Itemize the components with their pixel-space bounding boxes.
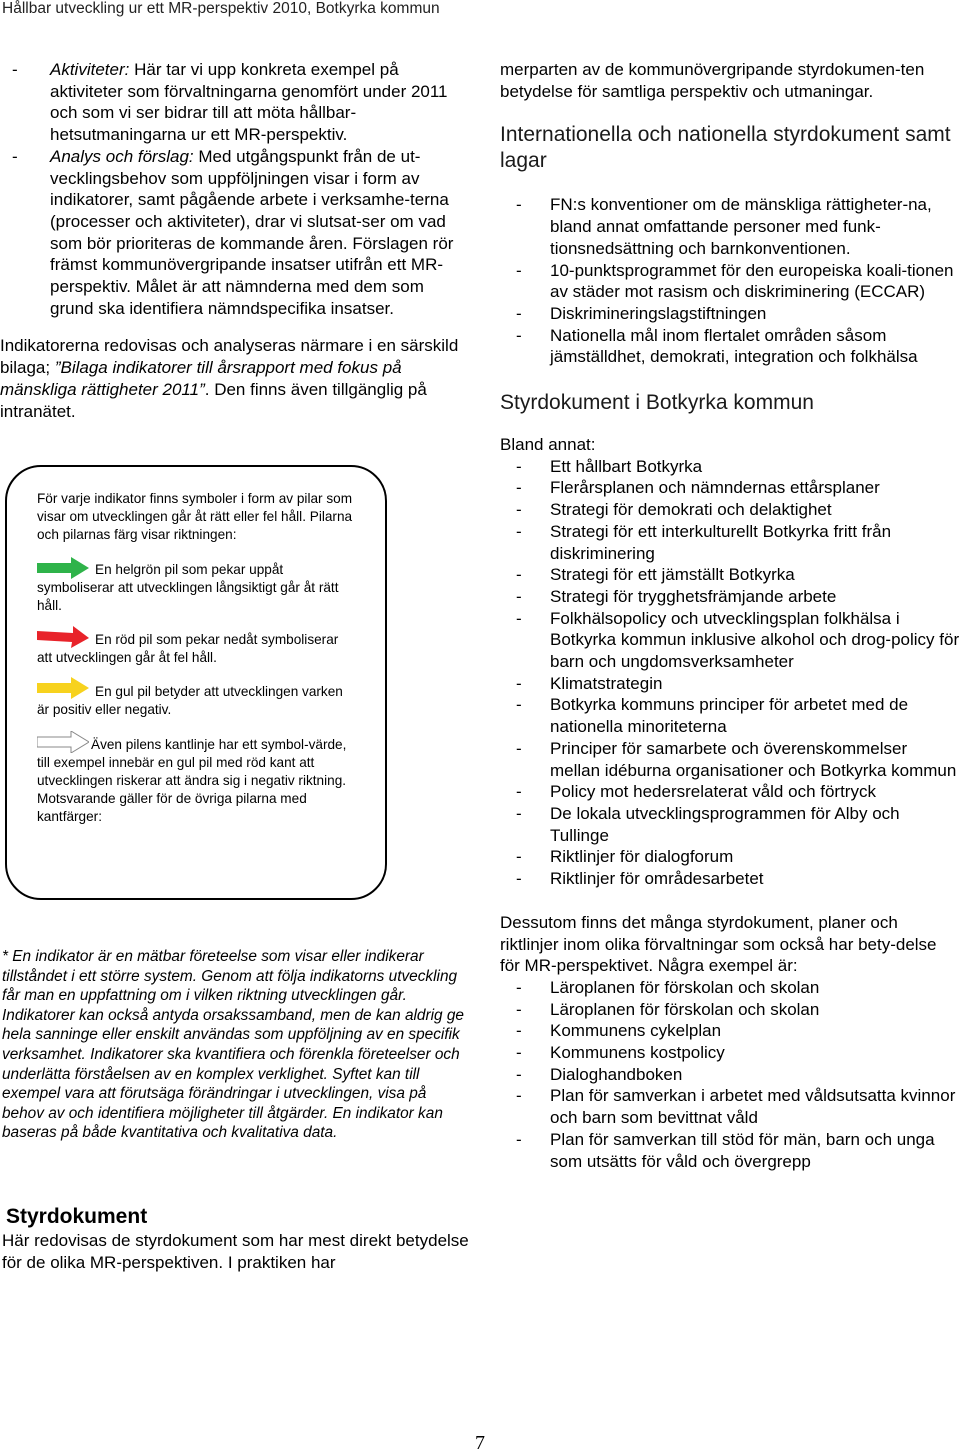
list-dash: - [516, 586, 522, 606]
list-item [500, 781, 960, 803]
list-item [500, 1064, 960, 1086]
list-dash: - [516, 195, 522, 215]
heading-international: Internationella och nationella styrdokument samt lagar [500, 123, 951, 173]
list-dash: - [516, 1043, 522, 1063]
list-item-text: Riktlinjer för dialogforum [550, 847, 734, 867]
list-item [500, 868, 960, 890]
list-dash: - [516, 1086, 522, 1106]
list-item-aktiviteter: - Aktiviteter: Här tar vi upp konkreta exempel på aktiviteter som förvaltningarna genomfört under 2011 och som vi ser bidrar till att möta hållbar-hetsutmaningarna ur ett MR-perspektiv. [12, 60, 448, 145]
list-item-text: Kommunens cykelplan [550, 1021, 722, 1041]
list-dash: - [516, 782, 522, 802]
list-item-text: Läroplanen för förskolan och skolan [550, 999, 820, 1019]
box-yellow-text: En gul pil betyder att utvecklingen varken är positiv eller negativ. [37, 684, 343, 717]
list-item-text: Strategi för trygghetsfrämjande arbete [550, 586, 837, 606]
list-item-text: Flerårsplanen och nämndernas ettårsplaner [550, 478, 880, 498]
list-dash: - [516, 1064, 522, 1084]
list-item-text: Principer för samarbete och överenskommelser mellan idéburna organisationer och Botkyrka kommun [550, 738, 957, 780]
list-item-analys: - Analys och förslag: Med utgångspunkt från de ut-vecklingsbehov som uppföljningen visar i form av indikatorer, samt pågående arbete i verksamhe-terna (processer och aktiviteter), drar vi slutsat-ser om vad som bör prioriteras de kommande åren. Förslagen rör främst kommunövergripande insatser utifrån ett MR-perspektiv. Målet är att nämnderna med dem som grund ska identifiera nämndspecifika insatser. [12, 146, 454, 318]
list-examples [500, 977, 960, 1172]
list-dash: - [516, 500, 522, 520]
box-red-text: En röd pil som pekar nedåt symboliserar att utvecklingen går åt fel håll. [37, 632, 339, 665]
dessutom-paragraph: Dessutom finns det många styrdokument, planer och riktlinjer inom olika förvaltningar som också har bety-delse för MR-perspektivet. Några exempel är: [500, 912, 937, 976]
list-item-text: Policy mot hedersrelaterat våld och förtryck [550, 782, 876, 802]
list-item-text: Ett hållbart Botkyrka [550, 456, 703, 476]
list-item [500, 325, 960, 368]
list-item [500, 977, 960, 999]
box-green-text: En helgrön pil som pekar uppåt symboliserar att utvecklingen långsiktigt går åt rätt håll. [37, 562, 339, 613]
box-intro: För varje indikator finns symboler i form av pilar som visar om utvecklingen går åt rätt eller fel håll. Pilarna och pilarnas färg visar riktningen: [37, 491, 353, 542]
list-dash: - [516, 565, 522, 585]
list-international [500, 194, 960, 368]
item-text: Här tar vi upp konkreta exempel på aktiviteter som förvaltningarna genomfört under 2011 och som vi ser bidrar till att möta hållbar-hetsutmaningarna ur ett MR-perspektiv. [50, 60, 448, 145]
list-item-text: Klimatstrategin [550, 673, 663, 693]
list-item [500, 564, 960, 586]
right-column [500, 59, 960, 1172]
list-dash: - [516, 803, 522, 823]
list-dash: - [516, 456, 522, 476]
item-lead: Aktiviteter: [50, 60, 130, 79]
list-dash: - [516, 673, 522, 693]
heading-botkyrka: Styrdokument i Botkyrka kommun [500, 391, 814, 415]
list-dash: - [516, 977, 522, 997]
page-number: 7 [475, 1432, 485, 1454]
list-dash: - [516, 738, 522, 758]
item-lead: Analys och förslag: [50, 146, 194, 166]
list-dash: - [516, 695, 522, 715]
list-item-text: Diskrimineringslagstiftningen [550, 303, 767, 323]
page-header: Hållbar utveckling ur ett MR-perspektiv 2010, Botkyrka kommun [2, 0, 440, 17]
list-item [500, 738, 960, 781]
list-item-text: Strategi för ett interkulturellt Botkyrka fritt från diskriminering [550, 521, 892, 563]
list-item-text: De lokala utvecklingsprogrammen för Alby och Tullinge [550, 803, 900, 845]
list-item-text: Riktlinjer för områdesarbetet [550, 869, 764, 889]
list-item-text: 10-punktsprogrammet för den europeiska koali-tionen av städer mot rasism och diskriminering (ECCAR) [550, 260, 954, 302]
indicator-paragraph: Indikatorerna redovisas och analyseras närmare i en särskild bilaga; ”Bilaga indikatorer till årsrapport med fokus på mänskliga rättigheter 2011”. Den finns även tillgänglig på intranätet. [0, 336, 459, 421]
list-dash: - [516, 478, 522, 498]
list-item-text: Kommunens kostpolicy [550, 1043, 725, 1063]
list-item-text: Plan för samverkan till stöd för män, barn och unga som utsätts för våld och övergrepp [550, 1129, 935, 1171]
list-item [500, 803, 960, 846]
list-item [500, 586, 960, 608]
list-dash: - [516, 260, 522, 280]
list-dash: - [516, 999, 522, 1019]
styrdokument-text: Här redovisas de styrdokument som har mest direkt betydelse för de olika MR-perspektiven. I praktiken har [2, 1231, 469, 1272]
list-item [500, 1042, 960, 1064]
list-item [500, 194, 960, 259]
list-dash: - [516, 325, 522, 345]
bland-annat: Bland annat: [500, 435, 596, 455]
box-edge-text: Även pilens kantlinje har ett symbol-värde, till exempel innebär en gul pil med röd kant att utvecklingen riskerar att ändra sig i negativ riktning. Motsvarande gäller för de övriga pilarna med kantfärger: [37, 737, 347, 824]
list-item [500, 521, 960, 564]
list-item [500, 260, 960, 303]
list-item [500, 999, 960, 1021]
list-dash: - [516, 1129, 522, 1149]
item-text: Med utgångspunkt från de ut-vecklingsbehov som uppföljningen visar i form av indikatorer, samt pågående arbete i verksamhe-terna (processer och aktiviteter), drar vi slutsat-ser om vad som bör prioriteras de kommande åren. Förslagen rör främst kommunövergripande insatser utifrån ett MR-perspektiv. Målet är att nämnderna med dem som grund ska identifiera nämndspecifika insatser. [50, 146, 454, 318]
list-item-text: Läroplanen för förskolan och skolan [550, 977, 820, 997]
list-botkyrka [500, 456, 960, 890]
list-item-text: FN:s konventioner om de mänskliga rättigheter-na, bland annat omfattande personer med funk-tionsnedsättning och barnkonventionen. [550, 195, 932, 258]
list-dash: - [516, 303, 522, 323]
styrdokument-heading: Styrdokument [6, 1205, 148, 1228]
indicator-footnote: * En indikator är en mätbar företeelse som visar eller indikerar tillståndet i ett större system. Genom att följa indikatorns utveckling får man en uppfattning om i vilken riktning utvecklingen går. Indikatorer kan också antyda orsakssamband, men de kan aldrig ge hela sanninge eller enskilt användas som uppföljning av en specifik verksamhet. Indikatorer ska kvantifiera och förenkla företeelser och underlätta förståelsen av en komplex verklighet. Syftet kan till exempel vara att förutsäga förändringar i utvecklingen, visa på behov av och identifiera möjligheter till åtgärder. En indikator kan baseras på både kvantitativa och kvalitativa data. [2, 948, 464, 1142]
right-intro: merparten av de kommunövergripande styrdokumen-ten betydelse för samtliga perspektiv och utmaningar. [500, 60, 925, 101]
list-dash: - [516, 1021, 522, 1041]
list-item [500, 1129, 960, 1172]
list-item [500, 477, 960, 499]
list-item [500, 846, 960, 868]
list-item-text: Strategi för demokrati och delaktighet [550, 500, 832, 520]
list-item-text: Strategi för ett jämställt Botkyrka [550, 565, 795, 585]
list-item [500, 1085, 960, 1128]
list-item [500, 673, 960, 695]
list-item [500, 456, 960, 478]
list-dash: - [516, 869, 522, 889]
list-item [500, 499, 960, 521]
list-item-text: Nationella mål inom flertalet områden såsom jämställdhet, demokrati, integration och folkhälsa [550, 325, 918, 367]
list-item [500, 608, 960, 673]
list-item [500, 1020, 960, 1042]
list-item-text: Plan för samverkan i arbetet med våldsutsatta kvinnor och barn som bevittnat våld [550, 1086, 956, 1128]
list-dash: - [516, 521, 522, 541]
list-dash: - [516, 608, 522, 628]
list-item-text: Dialoghandboken [550, 1064, 683, 1084]
list-item-text: Botkyrka kommuns principer för arbetet med de nationella minoriteterna [550, 695, 909, 737]
list-item [500, 694, 960, 737]
list-item-text: Folkhälsopolicy och utvecklingsplan folkhälsa i Botkyrka kommun inklusive alkohol och drog-policy för barn och ungdomsverksamheter [550, 608, 960, 672]
list-item [500, 303, 960, 325]
left-column-top [0, 59, 470, 422]
list-dash: - [516, 847, 522, 867]
